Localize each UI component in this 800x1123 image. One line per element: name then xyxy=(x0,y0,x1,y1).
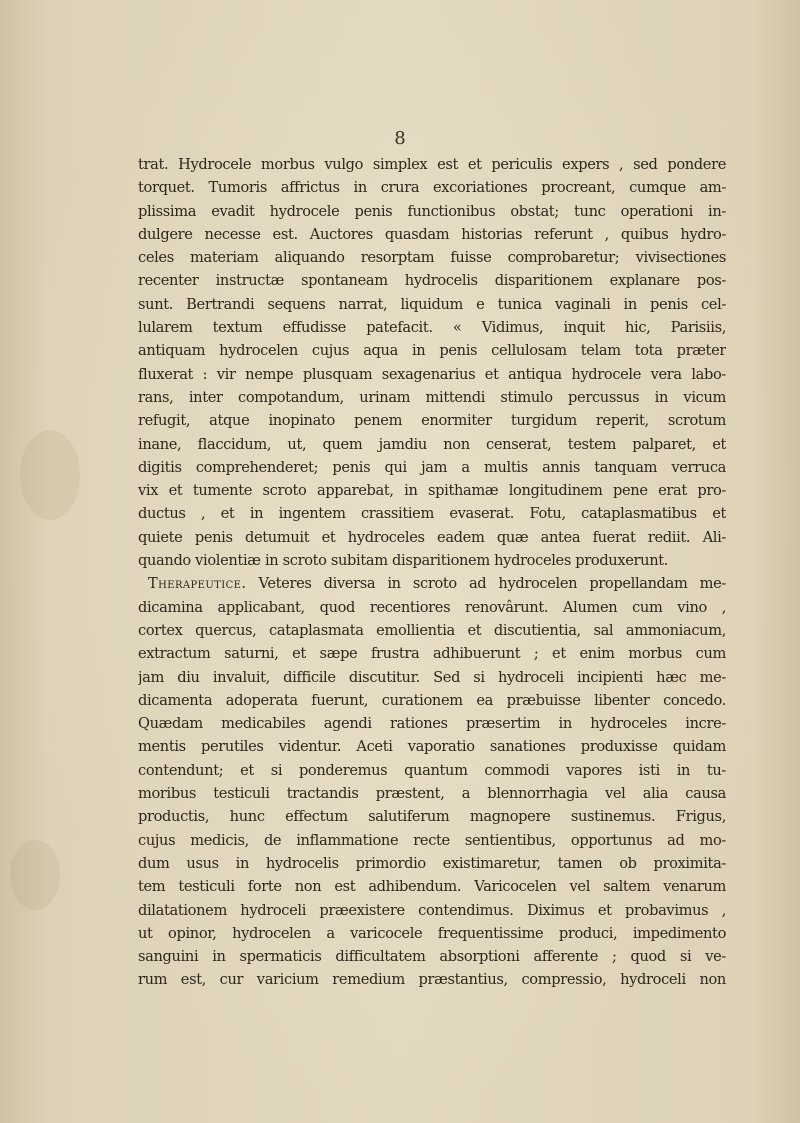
text-line: cujus medicis, de inflammatione recte sentientibus, opportunus ad mo- xyxy=(138,831,726,849)
text-line: dicamina applicabant, quod recentiores renovârunt. Alumen cum vino , xyxy=(138,598,726,616)
text-line: quiete penis detumuit et hydroceles eadem quæ antea fuerat rediit. Ali- xyxy=(138,528,726,546)
paper-stain xyxy=(10,840,60,910)
text-line: digitis comprehenderet; penis qui jam a multis annis tanquam verruca xyxy=(138,458,726,476)
text-line: refugit, atque inopinato penem enormiter turgidum reperit, scrotum xyxy=(138,412,726,430)
text-line: sanguini in spermaticis difficultatem absorptioni afferente ; quod si ve- xyxy=(138,948,726,966)
text-line: cortex quercus, cataplasmata emollientia et discutientia, sal ammoniacum, xyxy=(138,621,726,639)
text-line: dilatationem hydroceli præexistere contendimus. Diximus et probavimus , xyxy=(138,901,726,919)
text-line: tem testiculi forte non est adhibendum. Varicocelen vel saltem venarum xyxy=(138,878,726,896)
text-line: trat. Hydrocele morbus vulgo simplex est et periculis expers , sed pondere xyxy=(138,156,726,173)
text-line: dum usus in hydrocelis primordio existimaretur, tamen ob proximita- xyxy=(138,854,726,872)
text-line: jam diu invaluit, difficile discutitur. Sed si hydroceli incipienti hæc me- xyxy=(138,668,726,686)
text-line: rum est, cur varicium remedium præstantius, compressio, hydroceli non xyxy=(138,971,726,989)
text-line: extractum saturni, et sæpe frustra adhibuerunt ; et enim morbus cum xyxy=(138,645,726,663)
section-first-line xyxy=(138,572,726,595)
text-line: ductus , et in ingentem crassitiem evaserat. Fotu, cataplasmatibus et xyxy=(138,505,726,523)
text-line: vix et tumente scroto apparebat, in spithamæ longitudinem pene erat pro- xyxy=(138,482,726,500)
text-line: fluxerat : vir nempe plusquam sexagenarius et antiqua hydrocele vera labo- xyxy=(138,365,726,383)
text-line: rans, inter compotandum, urinam mittendi stimulo percussus in vicum xyxy=(138,388,726,406)
text-line: recenter instructæ spontaneam hydrocelis disparitionem explanare pos- xyxy=(138,272,726,290)
section-heading: Therapeutice. xyxy=(148,575,247,593)
text-line: quando violentiæ in scroto subitam disparitionem hydroceles produxerunt. xyxy=(138,552,669,570)
text-line: celes materiam aliquando resorptam fuisse comprobaretur; vivisectiones xyxy=(138,249,726,267)
text-line: inane, flaccidum, ut, quem jamdiu non censerat, testem palparet, et xyxy=(138,435,726,453)
text-line: moribus testiculi tractandis præstent, a blennorrhagia vel alia causa xyxy=(138,785,726,803)
text-line: torquet. Tumoris affrictus in crura excoriationes procreant, cumque am- xyxy=(138,179,726,197)
section-first-line-text: Veteres diversa in scroto ad hydrocelen propellandam me- xyxy=(258,575,726,593)
text-line: sunt. Bertrandi sequens narrat, liquidum e tunica vaginali in penis cel- xyxy=(138,295,726,313)
text-line: dulgere necesse est. Auctores quasdam historias referunt , quibus hydro- xyxy=(138,225,726,243)
text-line: productis, hunc effectum salutiferum magnopere sustinemus. Frigus, xyxy=(138,808,726,826)
text-line: mentis perutiles videntur. Aceti vaporatio sanationes produxisse quidam xyxy=(138,738,726,756)
page-number: 8 xyxy=(394,128,406,149)
text-line: lularem textum effudisse patefacit. « Vidimus, inquit hic, Parisiis, xyxy=(138,319,726,337)
text-line: ut opinor, hydrocelen a varicocele frequentissime produci, impedimento xyxy=(138,924,726,942)
text-line: dicamenta adoperata fuerunt, curationem ea præbuisse libenter concedo. xyxy=(138,691,726,709)
text-line: plissima evadit hydrocele penis functionibus obstat; tunc operationi in- xyxy=(138,202,726,220)
paper-stain xyxy=(20,430,80,520)
text-line: antiquam hydrocelen cujus aqua in penis cellulosam telam tota præter xyxy=(138,342,726,360)
text-line: Quædam medicabiles agendi rationes præsertim in hydroceles incre- xyxy=(138,715,726,733)
text-line: contendunt; et si ponderemus quantum commodi vapores isti in tu- xyxy=(138,761,726,779)
body-text xyxy=(138,153,726,992)
